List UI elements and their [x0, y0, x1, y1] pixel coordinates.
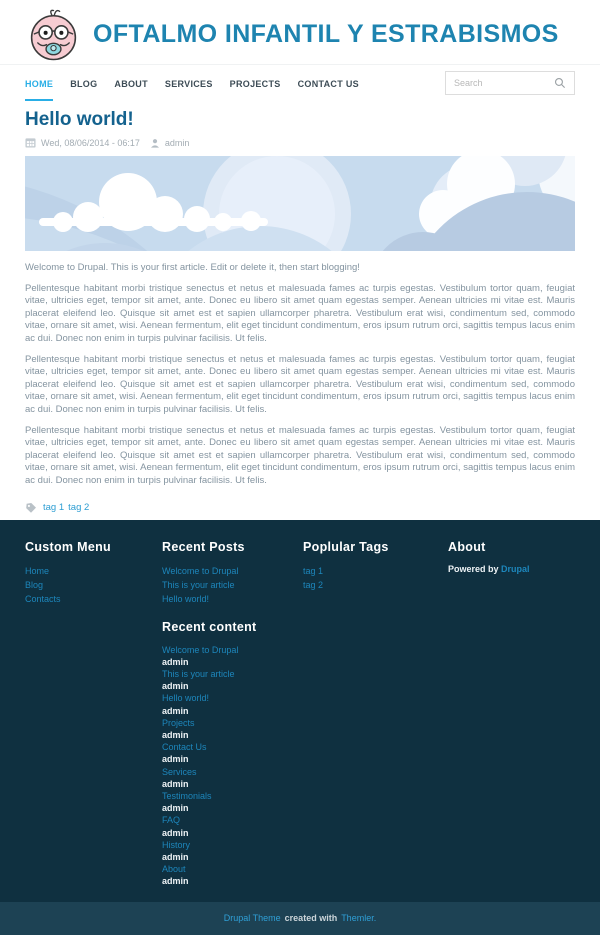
banner-clouds-illustration [25, 156, 575, 251]
baby-face-logo-icon[interactable] [25, 7, 82, 63]
article-tags [25, 502, 575, 520]
calendar-icon [25, 137, 36, 148]
footer-recent-content-author: admin [162, 851, 189, 862]
article-paragraph: Pellentesque habitant morbi tristique senectus et netus et malesuada fames ac turpis egestas. Vestibulum tortor quam, feugiat vitae, ultricies eget, tempor sit amet, ante. Donec eu libero sit amet quam egestas semper. Aenean ultricies mi vitae est. Mauris placerat eleifend leo. Quisque sit amet est et sapien ullamcorper pharetra. Vestibulum erat wisi, condimentum sed, commodo vitae, ornare sit amet, wisi. Aenean fermentum, elit eget tincidunt condimentum, eros ipsum rutrum orci, sagittis tempus lacus enim ac dui. Donec non enim in turpis pulvinar facilisis. Ut felis. [25, 353, 575, 415]
article-intro: Welcome to Drupal. This is your first article. Edit or delete it, then start blogging! [25, 262, 360, 273]
footer-recent-content-link[interactable]: Contact Us [162, 742, 207, 753]
footer-heading-popular-tags: Poplular Tags [303, 539, 389, 554]
nav-item-blog[interactable]: BLOG [70, 78, 98, 89]
nav-item-projects[interactable]: PROJECTS [229, 78, 281, 89]
nav-item-home[interactable]: HOME [25, 65, 53, 101]
article-meta [25, 136, 575, 149]
footer-recent-content-author: admin [162, 656, 189, 667]
article-author-link[interactable]: admin [164, 137, 190, 148]
footer-link-home[interactable]: Home [25, 565, 50, 576]
footer-custom-menu [25, 532, 162, 888]
powered-by-drupal-link[interactable]: Drupal [501, 563, 530, 574]
nav-links [25, 65, 376, 100]
footer-recent-content-author: admin [162, 681, 189, 692]
footer-recent-content-link[interactable]: FAQ [162, 815, 181, 826]
footer-heading-recent-content: Recent content [162, 619, 257, 634]
footer-tag-link-2[interactable]: tag 2 [303, 579, 324, 590]
powered-by [448, 564, 575, 574]
footer-recent-content-author: admin [162, 876, 189, 887]
article-title: Hello world! [25, 109, 134, 130]
footer-recent-post-link[interactable]: Welcome to Drupal [162, 565, 239, 576]
nav-item-about[interactable]: ABOUT [114, 78, 148, 89]
tag-link-1[interactable]: tag 1 [43, 502, 65, 513]
powered-by-text: Powered by [448, 563, 499, 574]
footer-heading-recent-posts: Recent Posts [162, 539, 245, 554]
footer-recent-content-link[interactable]: This is your article [162, 668, 235, 679]
tag-icon [25, 502, 37, 514]
site-title[interactable]: OFTALMO INFANTIL Y ESTRABISMOS [93, 20, 559, 48]
themler-link[interactable]: Themler. [341, 913, 377, 924]
footer-recent-content-author: admin [162, 827, 189, 838]
bottom-bar [0, 902, 600, 935]
footer-heading-custom-menu: Custom Menu [25, 539, 111, 554]
article-date: Wed, 08/06/2014 - 06:17 [41, 137, 140, 148]
footer-recent-content-author: admin [162, 705, 189, 716]
footer-recent-content-link[interactable]: Welcome to Drupal [162, 644, 239, 655]
footer-recent-content-author: admin [162, 778, 189, 789]
bottom-bar-text: created with [284, 913, 338, 924]
search-box[interactable] [445, 71, 575, 95]
footer-recent-post-link[interactable]: This is your article [162, 579, 235, 590]
footer-tag-link-1[interactable]: tag 1 [303, 565, 324, 576]
site-footer [0, 520, 600, 902]
main-content [0, 100, 600, 520]
footer-recent-content-link[interactable]: Testimonials [162, 790, 212, 801]
nav-item-services[interactable]: SERVICES [164, 78, 213, 89]
nav-item-contact-us[interactable]: CONTACT US [297, 78, 359, 89]
footer-about [448, 532, 575, 888]
article-paragraph: Pellentesque habitant morbi tristique senectus et netus et malesuada fames ac turpis egestas. Vestibulum tortor quam, feugiat vitae, ultricies eget, tempor sit amet, ante. Donec eu libero sit amet quam egestas semper. Aenean ultricies mi vitae est. Mauris placerat eleifend leo. Quisque sit amet est et sapien ullamcorper pharetra. Vestibulum erat wisi, condimentum sed, commodo vitae, ornare sit amet, wisi. Aenean fermentum, elit eget tincidunt condimentum, eros ipsum rutrum orci, sagittis tempus lacus enim ac dui. Donec non enim in turpis pulvinar facilisis. Ut felis. [25, 424, 575, 486]
footer-recent-content-author: admin [162, 729, 189, 740]
tag-link-2[interactable]: tag 2 [68, 502, 90, 513]
footer-link-blog[interactable]: Blog [25, 579, 44, 590]
footer-recent-content-author: admin [162, 754, 189, 765]
footer-popular-tags [303, 532, 448, 888]
footer-recent-content-author: admin [162, 803, 189, 814]
footer-recent [162, 532, 303, 888]
footer-recent-content-link[interactable]: About [162, 864, 186, 875]
main-nav [0, 64, 600, 100]
footer-recent-post-link[interactable]: Hello world! [162, 593, 210, 604]
footer-heading-about: About [448, 539, 486, 554]
drupal-theme-link[interactable]: Drupal Theme [223, 913, 281, 924]
search-icon[interactable] [554, 77, 566, 89]
search-input[interactable] [454, 78, 554, 88]
footer-recent-content-link[interactable]: History [162, 839, 191, 850]
article-paragraph: Pellentesque habitant morbi tristique senectus et netus et malesuada fames ac turpis egestas. Vestibulum tortor quam, feugiat vitae, ultricies eget, tempor sit amet, ante. Donec eu libero sit amet quam egestas semper. Aenean ultricies mi vitae est. Mauris placerat eleifend leo. Quisque sit amet est et sapien ullamcorper pharetra. Vestibulum erat wisi, condimentum sed, commodo vitae, ornare sit amet, wisi. Aenean fermentum, elit eget tincidunt condimentum, eros ipsum rutrum orci, sagittis tempus lacus enim ac dui. Donec non enim in turpis pulvinar facilisis. Ut felis. [25, 282, 575, 344]
user-icon [150, 138, 160, 148]
site-header [0, 0, 600, 62]
footer-recent-content-link[interactable]: Hello world! [162, 693, 210, 704]
footer-link-contacts[interactable]: Contacts [25, 593, 61, 604]
footer-recent-content-link[interactable]: Services [162, 766, 197, 777]
footer-recent-content-link[interactable]: Projects [162, 717, 195, 728]
